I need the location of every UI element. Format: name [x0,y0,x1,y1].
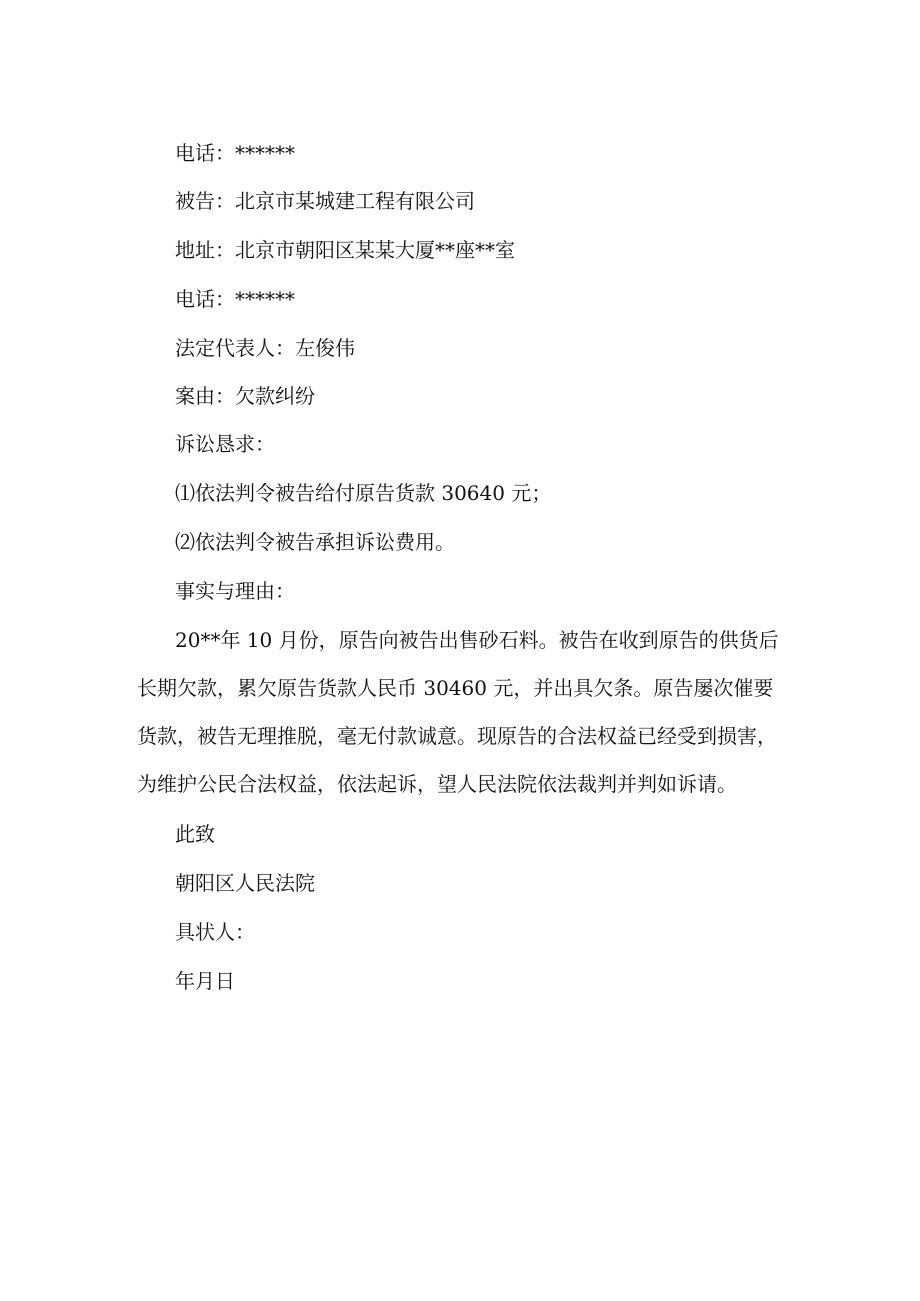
signatory-label: 具状人： [175,920,255,944]
court-name: 朝阳区人民法院 [175,871,315,895]
defendant-name: 被告：北京市某城建工程有限公司 [175,189,475,213]
facts-heading: 事实与理由： [175,579,295,603]
facts-paragraph: 20**年 10 月份，原告向被告出售砂石料。被告在收到原告的供货后长期欠款，累欠原告货款人民币 30460 元，并出具欠条。原告屡次催要货款，被告无理推脱，毫无付款诚意。现原告的合法权益已经受到损害，为维护公民合法权益，依法起诉，望人民法院依法裁判并判如诉请。 [137,628,779,796]
date-line: 年月日 [175,969,235,993]
claims-heading: 诉讼恳求： [175,432,275,456]
legal-representative: 法定代表人：左俊伟 [175,336,355,360]
claim-item-2: ⑵依法判令被告承担诉讼费用。 [175,530,455,554]
plaintiff-phone: 电话：****** [175,141,295,165]
defendant-address: 地址：北京市朝阳区某某大厦**座**室 [175,238,515,262]
closing-salutation: 此致 [175,822,215,846]
defendant-phone: 电话：****** [175,287,295,311]
case-cause: 案由：欠款纠纷 [175,384,315,408]
claim-item-1: ⑴依法判令被告给付原告货款 30640 元； [175,481,552,505]
